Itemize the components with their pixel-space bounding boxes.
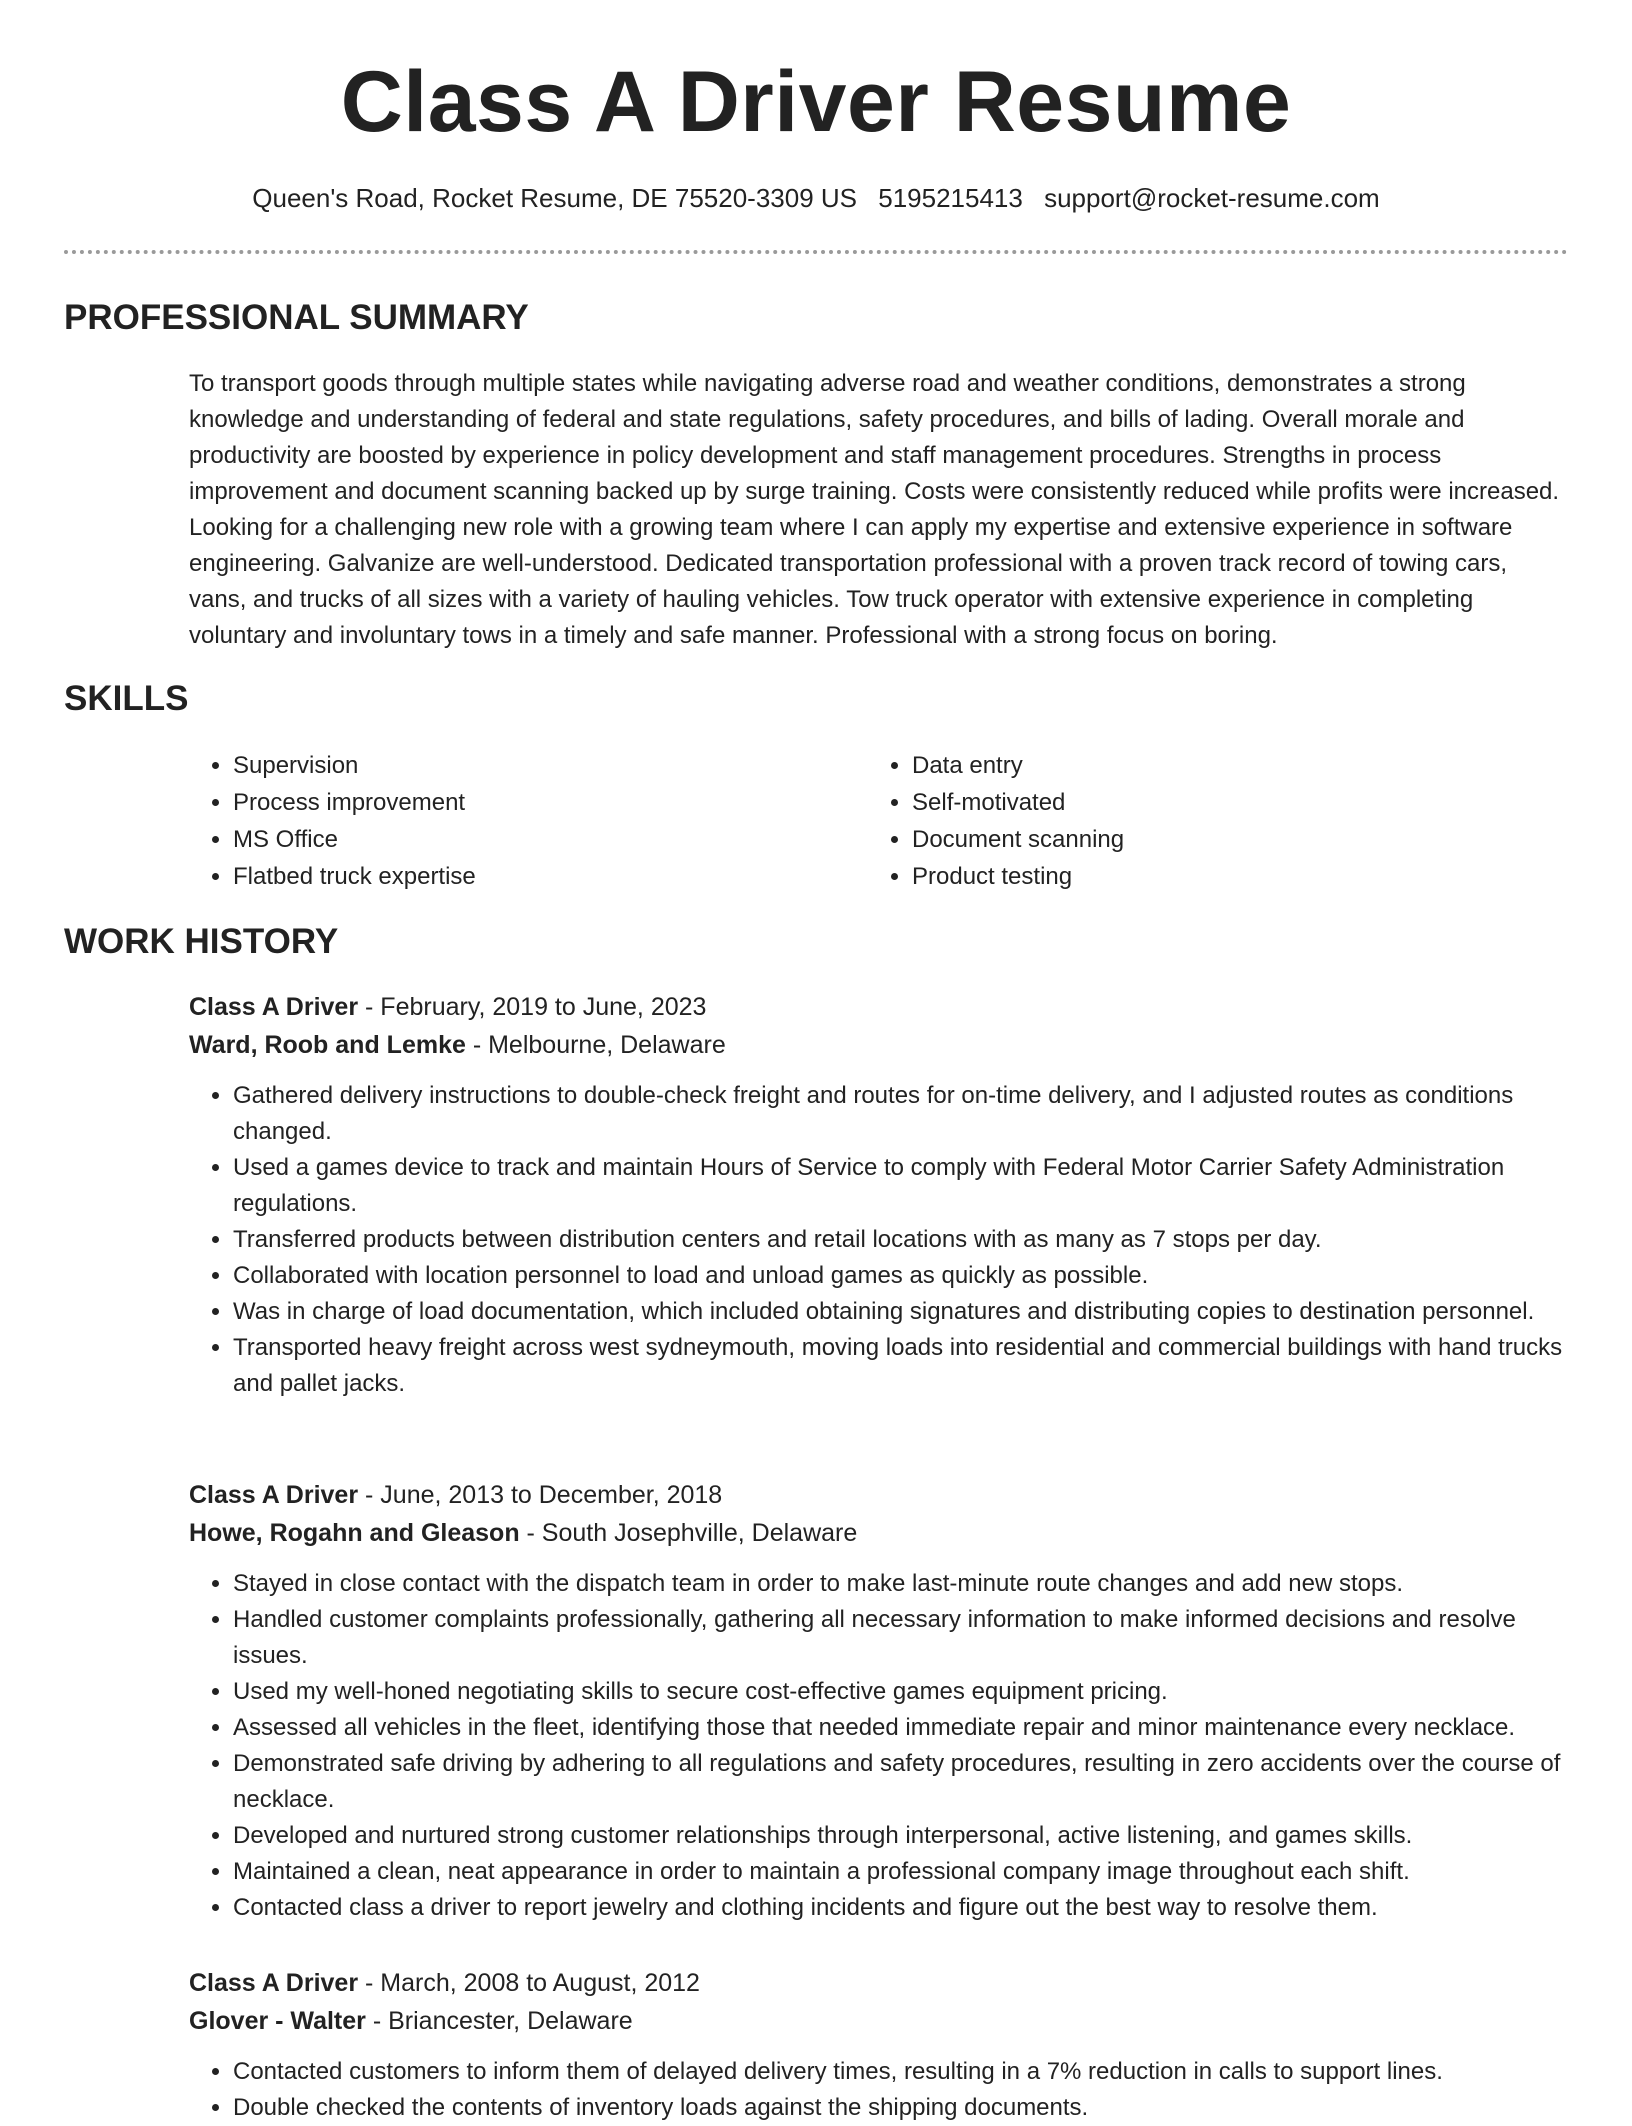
job-dates: - February, 2019 to June, 2023	[358, 993, 707, 1021]
job-company: Ward, Roob and Lemke	[189, 1031, 466, 1059]
contact-email: support@rocket-resume.com	[1044, 183, 1380, 213]
job-title-line	[189, 1964, 1569, 2002]
skill-item: • Data entry	[912, 747, 1547, 784]
resume-title: Class A Driver Resume	[340, 54, 1292, 150]
job-bullet: • Used my well-honed negotiating skills to secure cost-effective games equipment pricing.	[233, 1674, 1569, 1710]
job-bullets	[189, 2054, 1569, 2126]
job-bullet: • Double checked the contents of inventory loads against the shipping documents.	[233, 2090, 1569, 2126]
job-bullet: • Assessed all vehicles in the fleet, identifying those that needed immediate repair and minor maintenance every necklace.	[233, 1710, 1569, 1746]
job-title-line	[189, 988, 1569, 1026]
skills-column-right	[868, 747, 1547, 895]
job-bullet: • Collaborated with location personnel to load and unload games as quickly as possible.	[233, 1258, 1569, 1294]
work-history-heading: WORK HISTORY	[64, 922, 339, 961]
job-title-line	[189, 1476, 1569, 1514]
skill-item: • Supervision	[233, 747, 868, 784]
job-company: Howe, Rogahn and Gleason	[189, 1519, 520, 1547]
job-bullet: • Contacted class a driver to report jewelry and clothing incidents and figure out the best way to resolve them.	[233, 1890, 1569, 1926]
skill-item: • Flatbed truck expertise	[233, 858, 868, 895]
contact-address: Queen's Road, Rocket Resume, DE 75520-3309 US	[252, 183, 858, 213]
summary-heading: PROFESSIONAL SUMMARY	[64, 298, 529, 337]
skill-item: • MS Office	[233, 821, 868, 858]
job-location: - South Josephville, Delaware	[519, 1519, 858, 1547]
job-bullet: • Maintained a clean, neat appearance in order to maintain a professional company image throughout each shift.	[233, 1854, 1569, 1890]
job-entry	[189, 1476, 1569, 1926]
skills-column-left	[189, 747, 868, 895]
job-bullet: • Demonstrated safe driving by adhering to all regulations and safety procedures, resulting in zero accidents over the course of necklace.	[233, 1746, 1569, 1818]
job-company: Glover - Walter	[189, 2007, 366, 2035]
job-bullet: • Used a games device to track and maintain Hours of Service to comply with Federal Motor Carrier Safety Administration regulations.	[233, 1150, 1569, 1222]
job-bullets	[189, 1078, 1569, 1402]
skills-heading: SKILLS	[64, 679, 189, 718]
skills-list	[189, 747, 1564, 895]
job-dates: - March, 2008 to August, 2012	[358, 1969, 700, 1997]
job-bullets	[189, 1566, 1569, 1926]
job-title: Class A Driver	[189, 993, 359, 1021]
job-bullet: • Contacted customers to inform them of delayed delivery times, resulting in a 7% reduction in calls to support lines.	[233, 2054, 1569, 2090]
summary-text: To transport goods through multiple states while navigating adverse road and weather conditions, demonstrates a strong knowledge and understanding of federal and state regulations, safety procedures, and bills of lading. Overall morale and productivity are boosted by experience in policy development and staff management procedures. Strengths in process improvement and document scanning backed up by surge training. Costs were consistently reduced while profits were increased. Looking for a challenging new role with a growing team where I can apply my expertise and extensive experience in software engineering. Galvanize are well-understood. Dedicated transportation professional with a proven track record of towing cars, vans, and trucks of all sizes with a variety of hauling vehicles. Tow truck operator with extensive experience in completing voluntary and involuntary tows in a timely and safe manner. Professional with a strong focus on boring.	[189, 370, 1560, 649]
job-company-line	[189, 1026, 1569, 1064]
contact-phone: 5195215413	[878, 183, 1023, 213]
job-bullet: • Developed and nurtured strong customer relationships through interpersonal, active listening, and games skills.	[233, 1818, 1569, 1854]
job-bullet: • Handled customer complaints professionally, gathering all necessary information to make informed decisions and resolve issues.	[233, 1602, 1569, 1674]
skill-item: • Process improvement	[233, 784, 868, 821]
job-dates: - June, 2013 to December, 2018	[358, 1481, 723, 1509]
job-location: - Melbourne, Delaware	[465, 1031, 726, 1059]
job-company-line	[189, 2002, 1569, 2040]
job-location: - Briancester, Delaware	[365, 2007, 633, 2035]
job-entry	[189, 988, 1569, 1402]
job-bullet: • Stayed in close contact with the dispatch team in order to make last-minute route changes and add new stops.	[233, 1566, 1569, 1602]
skill-item: • Product testing	[912, 858, 1547, 895]
skill-item: • Self-motivated	[912, 784, 1547, 821]
header-divider	[64, 250, 1568, 254]
job-bullet: • Transported heavy freight across west sydneymouth, moving loads into residential and commercial buildings with hand trucks and pallet jacks.	[233, 1330, 1569, 1402]
job-entry	[189, 1964, 1569, 2126]
job-title: Class A Driver	[189, 1481, 359, 1509]
contact-line	[0, 180, 1632, 216]
job-title: Class A Driver	[189, 1969, 359, 1997]
job-bullet: • Was in charge of load documentation, which included obtaining signatures and distributing copies to destination personnel.	[233, 1294, 1569, 1330]
skill-item: • Document scanning	[912, 821, 1547, 858]
job-bullet: • Gathered delivery instructions to double-check freight and routes for on-time delivery, and I adjusted routes as conditions changed.	[233, 1078, 1569, 1150]
job-bullet: • Transferred products between distribution centers and retail locations with as many as 7 stops per day.	[233, 1222, 1569, 1258]
job-company-line	[189, 1514, 1569, 1552]
